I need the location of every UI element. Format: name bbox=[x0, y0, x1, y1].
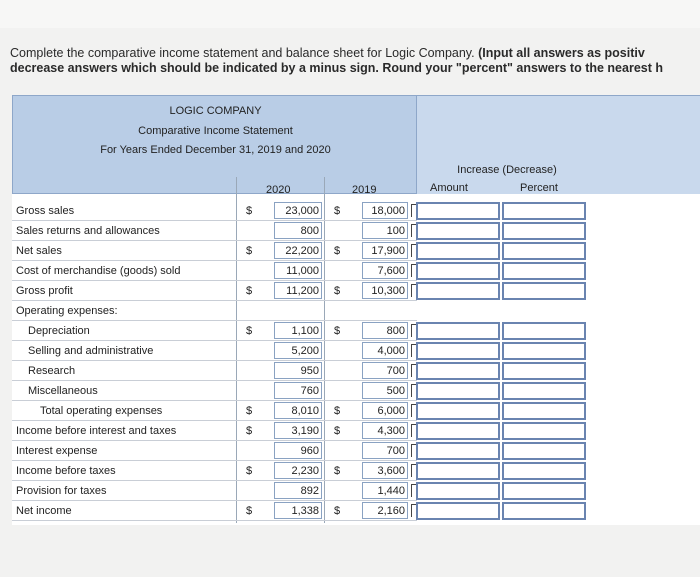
row-label: Net sales bbox=[16, 245, 62, 257]
row-label: Sales returns and allowances bbox=[16, 225, 160, 237]
instructions bbox=[10, 46, 700, 76]
table-row bbox=[12, 281, 417, 301]
table-row bbox=[12, 301, 417, 321]
table-row bbox=[12, 381, 417, 401]
value-2019: 7,600 bbox=[377, 265, 405, 277]
value-2020: 1,100 bbox=[291, 325, 319, 337]
table-row bbox=[12, 401, 417, 421]
value-2020: 892 bbox=[300, 485, 319, 497]
currency-2019: $ bbox=[334, 205, 341, 217]
instructions-bold-2: decrease answers which should be indicated by a minus sign. Round your "percent" answers to the nearest h bbox=[10, 61, 663, 75]
row-label: Net income bbox=[16, 505, 72, 517]
percent-input[interactable] bbox=[502, 462, 586, 480]
amount-input[interactable] bbox=[416, 242, 500, 260]
increase-header-band bbox=[417, 95, 700, 194]
percent-input[interactable] bbox=[502, 482, 586, 500]
row-label: Interest expense bbox=[16, 445, 98, 457]
percent-input[interactable] bbox=[502, 362, 586, 380]
row-label: Income before interest and taxes bbox=[16, 425, 177, 437]
amount-input[interactable] bbox=[416, 402, 500, 420]
statement-period: For Years Ended December 31, 2019 and 2020 bbox=[100, 144, 331, 156]
value-2019: 4,300 bbox=[377, 425, 405, 437]
amount-input[interactable] bbox=[416, 202, 500, 220]
row-label: Total operating expenses bbox=[40, 405, 163, 417]
currency-2020: $ bbox=[246, 325, 253, 337]
row-label: Depreciation bbox=[28, 325, 90, 337]
percent-input[interactable] bbox=[502, 442, 586, 460]
amount-input[interactable] bbox=[416, 342, 500, 360]
row-label: Miscellaneous bbox=[28, 385, 98, 397]
row-label: Gross sales bbox=[16, 205, 75, 217]
value-2019: 700 bbox=[386, 365, 405, 377]
amount-input[interactable] bbox=[416, 442, 500, 460]
percent-input[interactable] bbox=[502, 502, 586, 520]
increase-decrease-label: Increase (Decrease) bbox=[457, 164, 557, 176]
currency-2020: $ bbox=[246, 205, 253, 217]
row-label: Research bbox=[28, 365, 76, 377]
income-statement-sheet bbox=[12, 95, 700, 525]
currency-2019: $ bbox=[334, 505, 341, 517]
value-2020: 8,010 bbox=[291, 405, 319, 417]
col-2020-header: 2020 bbox=[266, 184, 291, 196]
value-2020: 950 bbox=[300, 365, 319, 377]
amount-input[interactable] bbox=[416, 382, 500, 400]
percent-input[interactable] bbox=[502, 322, 586, 340]
value-2020: 11,200 bbox=[286, 285, 319, 297]
amount-input[interactable] bbox=[416, 322, 500, 340]
currency-2020: $ bbox=[246, 465, 253, 477]
col-2019-header: 2019 bbox=[352, 184, 377, 196]
percent-input[interactable] bbox=[502, 242, 586, 260]
value-2020: 960 bbox=[300, 445, 319, 457]
instructions-line1: Complete the comparative income statement and balance sheet for Logic Company. bbox=[10, 46, 479, 60]
company-name: LOGIC COMPANY bbox=[169, 105, 262, 117]
table-row bbox=[12, 461, 417, 481]
instructions-bold-1: (Input all answers as positiv bbox=[478, 46, 645, 60]
value-2019: 500 bbox=[386, 385, 405, 397]
table-row bbox=[12, 201, 417, 221]
table-row bbox=[12, 321, 417, 341]
amount-input[interactable] bbox=[416, 462, 500, 480]
value-2019: 1,440 bbox=[377, 485, 405, 497]
amount-input[interactable] bbox=[416, 482, 500, 500]
currency-2019: $ bbox=[334, 245, 341, 257]
currency-2020: $ bbox=[246, 245, 253, 257]
percent-input[interactable] bbox=[502, 382, 586, 400]
amount-input[interactable] bbox=[416, 422, 500, 440]
header-band bbox=[12, 95, 417, 194]
percent-input[interactable] bbox=[502, 282, 586, 300]
value-2019: 4,000 bbox=[377, 345, 405, 357]
value-2019: 2,160 bbox=[377, 505, 405, 517]
table-row bbox=[12, 501, 417, 521]
table-row bbox=[12, 481, 417, 501]
value-2019: 6,000 bbox=[377, 405, 405, 417]
top-bar bbox=[0, 0, 700, 28]
row-label: Gross profit bbox=[16, 285, 73, 297]
value-2020: 3,190 bbox=[291, 425, 319, 437]
currency-2020: $ bbox=[246, 405, 253, 417]
percent-input[interactable] bbox=[502, 402, 586, 420]
percent-input[interactable] bbox=[502, 222, 586, 240]
amount-input[interactable] bbox=[416, 262, 500, 280]
amount-input[interactable] bbox=[416, 222, 500, 240]
row-label: Income before taxes bbox=[16, 465, 116, 477]
statement-title: Comparative Income Statement bbox=[138, 125, 293, 137]
percent-input[interactable] bbox=[502, 422, 586, 440]
currency-2019: $ bbox=[334, 425, 341, 437]
value-2020: 800 bbox=[300, 225, 319, 237]
value-2020: 22,200 bbox=[285, 245, 319, 257]
value-2020: 2,230 bbox=[291, 465, 319, 477]
value-2019: 700 bbox=[386, 445, 405, 457]
table-row bbox=[12, 441, 417, 461]
value-2019: 18,000 bbox=[371, 205, 405, 217]
amount-input[interactable] bbox=[416, 362, 500, 380]
percent-input[interactable] bbox=[502, 342, 586, 360]
row-label: Operating expenses: bbox=[16, 305, 118, 317]
currency-2020: $ bbox=[246, 505, 253, 517]
value-2020: 23,000 bbox=[285, 205, 319, 217]
currency-2019: $ bbox=[334, 405, 341, 417]
value-2020: 11,000 bbox=[286, 265, 319, 277]
col-amount-header: Amount bbox=[430, 182, 468, 194]
table-row bbox=[12, 421, 417, 441]
currency-2020: $ bbox=[246, 425, 253, 437]
value-2019: 100 bbox=[386, 225, 405, 237]
table-row bbox=[12, 261, 417, 281]
table-row bbox=[12, 221, 417, 241]
amount-input[interactable] bbox=[416, 502, 500, 520]
table-row bbox=[12, 361, 417, 381]
row-label: Cost of merchandise (goods) sold bbox=[16, 265, 181, 277]
percent-input[interactable] bbox=[502, 262, 586, 280]
amount-input[interactable] bbox=[416, 282, 500, 300]
row-label: Selling and administrative bbox=[28, 345, 154, 357]
value-2019: 3,600 bbox=[377, 465, 405, 477]
currency-2019: $ bbox=[334, 465, 341, 477]
value-2020: 760 bbox=[300, 385, 319, 397]
value-2019: 17,900 bbox=[371, 245, 405, 257]
col-percent-header: Percent bbox=[520, 182, 558, 194]
table-row bbox=[12, 241, 417, 261]
value-2019: 10,300 bbox=[371, 285, 405, 297]
value-2020: 1,338 bbox=[291, 505, 319, 517]
value-2019: 800 bbox=[386, 325, 405, 337]
currency-2020: $ bbox=[246, 285, 253, 297]
row-label: Provision for taxes bbox=[16, 485, 107, 497]
table-row bbox=[12, 341, 417, 361]
percent-input[interactable] bbox=[502, 202, 586, 220]
value-2020: 5,200 bbox=[291, 345, 319, 357]
currency-2019: $ bbox=[334, 285, 341, 297]
currency-2019: $ bbox=[334, 325, 341, 337]
